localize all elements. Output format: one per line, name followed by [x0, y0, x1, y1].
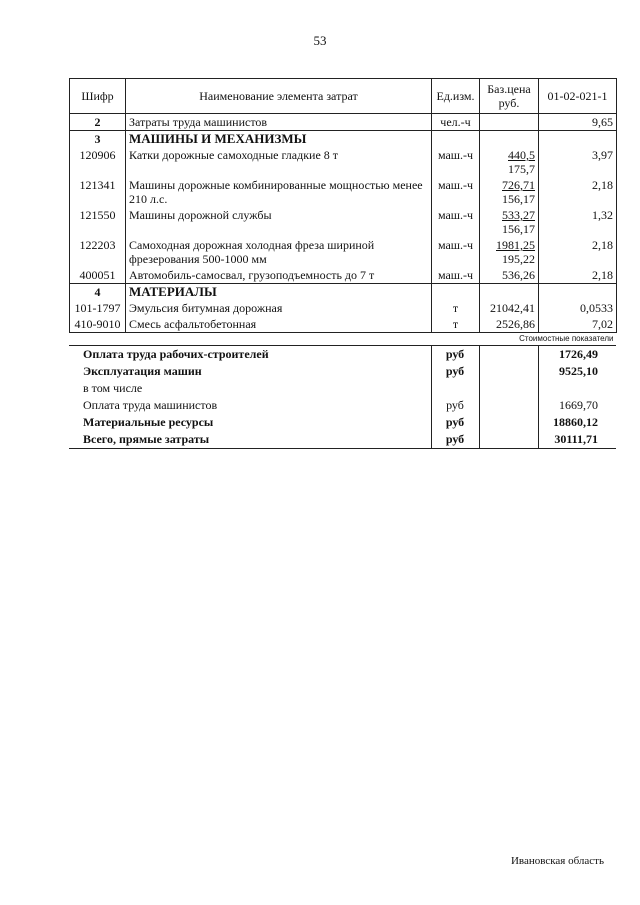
row-unit: маш.-ч: [432, 207, 480, 237]
row-code: 121550: [70, 207, 126, 237]
row-price-wage: 156,17: [502, 222, 535, 236]
empty-cell: [479, 380, 538, 397]
summary-table: [69, 345, 616, 449]
row-price: [480, 114, 539, 131]
row-unit: т: [432, 300, 480, 316]
row-name: Смесь асфальтобетонная: [126, 316, 432, 333]
row-name: Катки дорожные самоходные гладкие 8 т: [126, 147, 432, 177]
table-row: [70, 177, 617, 207]
summary-value: 18860,12: [553, 415, 598, 429]
row-unit: маш.-ч: [432, 267, 480, 284]
table-row: [70, 114, 617, 131]
row-price-wage: 156,17: [502, 192, 535, 206]
table-row: [70, 207, 617, 237]
empty-cell: [479, 431, 538, 449]
row-price-main: 1981,25: [496, 238, 535, 252]
summary-name: Оплата труда машинистов: [83, 398, 218, 412]
empty-cell: [479, 346, 538, 364]
section-code: 3: [70, 131, 126, 148]
summary-value: 1669,70: [559, 398, 598, 412]
row-code: 400051: [70, 267, 126, 284]
row-name: Затраты труда машинистов: [126, 114, 432, 131]
empty-cell: [479, 397, 538, 414]
row-value: 9,65: [539, 114, 617, 131]
summary-row: [69, 346, 616, 364]
summary-name: Эксплуатация машин: [83, 364, 202, 378]
row-value: 2,18: [539, 267, 617, 284]
header-code: Шифр: [70, 79, 126, 114]
table-row: [70, 237, 617, 267]
row-code: 410-9010: [70, 316, 126, 333]
empty-cell: [432, 131, 480, 148]
empty-cell: [480, 131, 539, 148]
header-norm: 01-02-021-1: [539, 79, 617, 114]
row-unit: маш.-ч: [432, 237, 480, 267]
row-name: Машины дорожной службы: [126, 207, 432, 237]
summary-caption-row: [70, 333, 617, 346]
row-value: 1,32: [539, 207, 617, 237]
summary-name: в том числе: [83, 381, 143, 395]
summary-value: 1726,49: [538, 346, 616, 364]
row-price-wage: 195,22: [502, 252, 535, 266]
header-unit: Ед.изм.: [432, 79, 480, 114]
row-price-main: 726,71: [502, 178, 535, 192]
row-code: 2: [70, 114, 126, 131]
section-title: МАШИНЫ И МЕХАНИЗМЫ: [126, 131, 432, 148]
summary-unit: [431, 380, 479, 397]
empty-cell: [539, 284, 617, 301]
row-code: 120906: [70, 147, 126, 177]
empty-cell: [432, 284, 480, 301]
row-unit: маш.-ч: [432, 177, 480, 207]
row-name: Эмульсия битумная дорожная: [126, 300, 432, 316]
summary-row: [69, 414, 616, 431]
header-name: Наименование элемента затрат: [126, 79, 432, 114]
row-code: 101-1797: [70, 300, 126, 316]
row-unit: т: [432, 316, 480, 333]
summary-name: Материальные ресурсы: [83, 415, 214, 429]
table-row: [70, 267, 617, 284]
row-name: Самоходная дорожная холодная фреза шириной фрезерования 500-1000 мм: [126, 237, 432, 267]
section-row: [70, 131, 617, 148]
table-row: [70, 300, 617, 316]
summary-caption: Стоимостные показатели: [519, 334, 614, 343]
summary-value: 9525,10: [559, 364, 598, 378]
row-name: Машины дорожные комбинированные мощностью менее 210 л.с.: [126, 177, 432, 207]
summary-unit: руб: [431, 346, 479, 364]
row-code: 122203: [70, 237, 126, 267]
row-value: 2,18: [539, 237, 617, 267]
summary-row: [69, 380, 616, 397]
row-value: 3,97: [539, 147, 617, 177]
region-footer: Ивановская область: [510, 855, 604, 867]
row-value: 7,02: [539, 316, 617, 333]
summary-unit: руб: [431, 363, 479, 380]
summary-value: 30111,71: [538, 431, 616, 449]
header-row: [70, 79, 617, 114]
row-price: [480, 177, 539, 207]
summary-unit: руб: [431, 414, 479, 431]
row-price: [480, 147, 539, 177]
section-row: [70, 284, 617, 301]
row-price: [480, 207, 539, 237]
summary-value: [538, 380, 616, 397]
row-price: [480, 237, 539, 267]
row-name: Автомобиль-самосвал, грузоподъемность до 7 т: [126, 267, 432, 284]
empty-cell: [479, 414, 538, 431]
table-row: [70, 147, 617, 177]
empty-cell: [479, 363, 538, 380]
row-code: 121341: [70, 177, 126, 207]
page-number: 53: [313, 33, 327, 48]
cost-table: [69, 78, 616, 449]
row-price-main: 440,5: [508, 148, 535, 162]
summary-unit: руб: [431, 431, 479, 449]
summary-row: [69, 363, 616, 380]
summary-row: [69, 431, 616, 449]
row-price-wage: 175,7: [508, 162, 535, 176]
resource-table: [69, 78, 617, 345]
section-code: 4: [70, 284, 126, 301]
row-value: 2,18: [539, 177, 617, 207]
row-price: 536,26: [480, 267, 539, 284]
row-unit: чел.-ч: [432, 114, 480, 131]
row-price: 2526,86: [480, 316, 539, 333]
summary-name: Оплата труда рабочих-строителей: [69, 346, 431, 364]
row-value: 0,0533: [539, 300, 617, 316]
summary-unit: руб: [431, 397, 479, 414]
row-unit: маш.-ч: [432, 147, 480, 177]
empty-cell: [539, 131, 617, 148]
row-price-main: 533,27: [502, 208, 535, 222]
section-title: МАТЕРИАЛЫ: [126, 284, 432, 301]
summary-row: [69, 397, 616, 414]
row-price: 21042,41: [480, 300, 539, 316]
table-row: [70, 316, 617, 333]
empty-cell: [480, 284, 539, 301]
summary-name: Всего, прямые затраты: [69, 431, 431, 449]
header-price: Баз.цена руб.: [480, 79, 539, 114]
